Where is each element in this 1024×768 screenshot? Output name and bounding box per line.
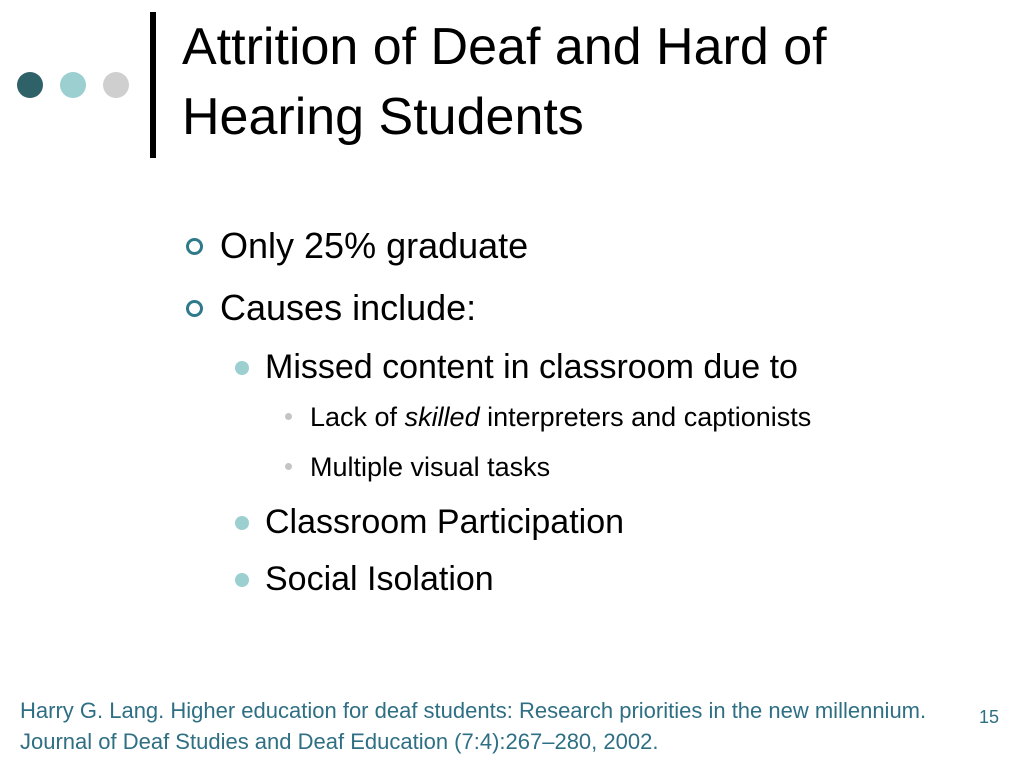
bullet-missed-content: [265, 347, 798, 387]
slide-title: Attrition of Deaf and Hard of Hearing Students: [182, 18, 827, 146]
citation-text: Harry G. Lang. Higher education for deaf students: Research priorities in the new millennium. Journal of Deaf Studies and Deaf Education (7:4):267–280, 2002.: [20, 698, 927, 754]
bullet-lack-of-skilled: [310, 400, 811, 434]
slide-number: 15: [978, 707, 999, 727]
dot-bullet-icon: [285, 413, 292, 420]
bullet-text: Social Isolation: [265, 560, 494, 598]
bullet-social-isolation: [265, 559, 494, 599]
ring-bullet-icon: [186, 238, 203, 255]
bullet-text: Only 25% graduate: [220, 225, 529, 266]
bullet-text-before: Lack of: [310, 402, 405, 432]
bullet-text: Causes include:: [220, 287, 477, 328]
bullet-classroom-participation: [265, 502, 624, 542]
disc-bullet-icon: [235, 573, 249, 587]
bullet-text-after: interpreters and captionists: [479, 402, 812, 432]
bullet-text-emphasis: skilled: [404, 402, 480, 432]
disc-bullet-icon: [235, 361, 249, 375]
dot-bullet-icon: [285, 463, 292, 470]
bullet-graduate: [220, 224, 528, 268]
bullet-text: Classroom Participation: [265, 503, 625, 541]
bullet-causes: [220, 286, 476, 330]
bullet-visual-tasks: [310, 450, 550, 484]
bullet-text: Multiple visual tasks: [310, 452, 551, 482]
ring-bullet-icon: [186, 300, 203, 317]
disc-bullet-icon: [235, 516, 249, 530]
bullet-text: Missed content in classroom due to: [265, 348, 798, 386]
